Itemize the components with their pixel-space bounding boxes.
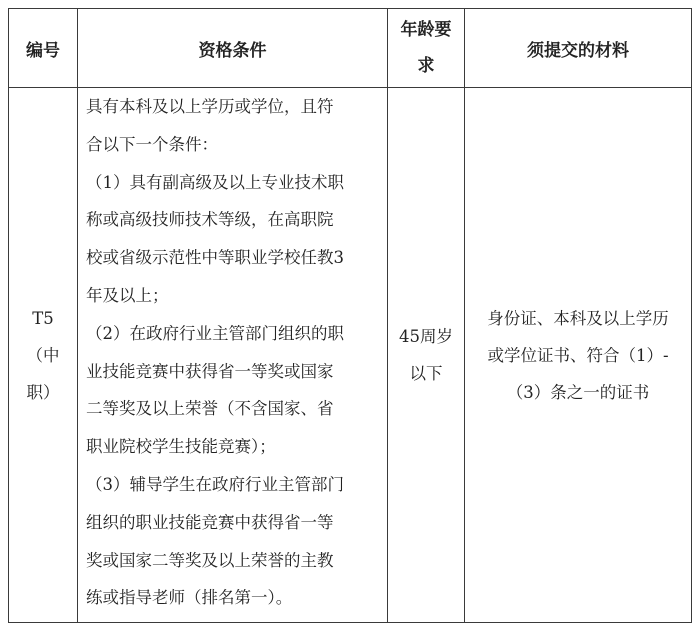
row-materials-line3: （3）条之一的证书 (506, 382, 650, 402)
conditions-line: （1）具有副高级及以上专业技术职 (86, 172, 344, 192)
conditions-line: 业技能竞赛中获得省一等奖或国家 (86, 361, 334, 381)
header-materials (465, 9, 691, 87)
conditions-line: 奖或国家二等奖及以上荣誉的主教 (86, 550, 334, 570)
conditions-line: （3）辅导学生在政府行业主管部门 (86, 474, 344, 494)
row-id-line1: T5 (32, 308, 54, 328)
row-id-line3: 职） (26, 382, 60, 402)
row-id-line2: （中 (26, 345, 60, 365)
row-materials-cell (465, 88, 691, 622)
header-age (388, 12, 464, 87)
table-border-right (691, 8, 692, 623)
row-conditions-cell (86, 88, 386, 622)
row-age-line1: 45周岁 (399, 327, 453, 346)
conditions-line: 具有本科及以上学历或学位，且符 (86, 97, 334, 116)
header-materials-text: 须提交的材料 (527, 40, 629, 61)
row-materials-line1: 身份证、本科及以上学历 (487, 308, 669, 328)
row-age-line2: 以下 (409, 364, 443, 383)
conditions-line: 职业院校学生技能竞赛）； (86, 437, 276, 457)
conditions-line: 练或指导老师（排名第一）。 (86, 588, 293, 608)
table-border-bottom (8, 622, 692, 623)
conditions-line: 称或高级技师技术等级，在高职院 (86, 210, 334, 230)
conditions-line: 组织的职业技能竞赛中获得省一等 (86, 512, 334, 532)
header-id (9, 9, 77, 87)
header-id-text: 编号 (26, 40, 60, 61)
row-materials-line2: 或学位证书、符合（1）- (487, 345, 669, 365)
header-conditions-text: 资格条件 (198, 40, 267, 61)
row-age-cell (388, 88, 464, 622)
header-age-line2: 求 (417, 56, 435, 76)
conditions-line: 合以下一个条件： (86, 134, 218, 154)
conditions-line: 校或省级示范性中等职业学校任教3 (86, 248, 344, 268)
conditions-line: 二等奖及以上荣誉（不含国家、省 (86, 399, 334, 419)
row-id-cell (9, 88, 77, 622)
header-conditions (78, 9, 387, 87)
conditions-line: （2）在政府行业主管部门组织的职 (86, 323, 344, 343)
header-age-line1: 年龄要 (400, 20, 452, 40)
conditions-line: 年及以上； (86, 285, 169, 305)
column-divider-1 (77, 8, 78, 623)
